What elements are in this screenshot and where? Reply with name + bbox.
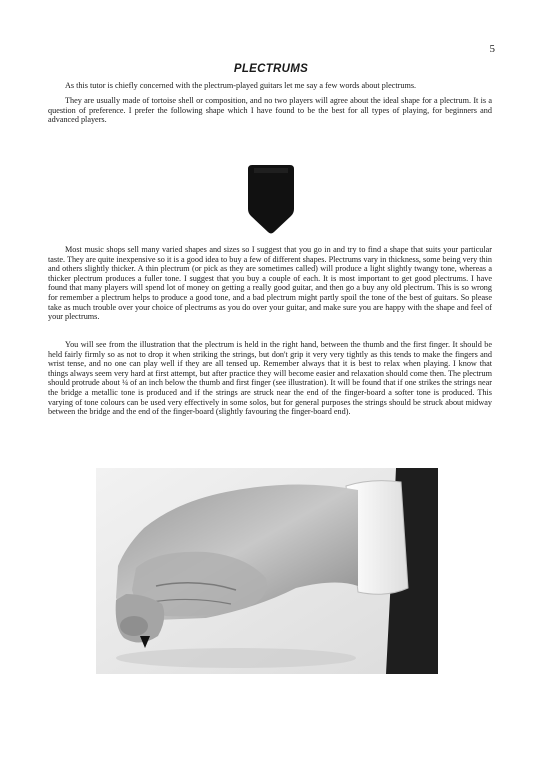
- plectrum-illustration: [246, 163, 296, 235]
- shops-paragraph: Most music shops sell many varied shapes and sizes so I suggest that you go in and try to find a shape that suits your particular taste. They are quite inexpensive so it is a good idea to buy a few of different shapes. Plectrums vary in thickness, some being very thin and others slightly thicker. A thin plectrum (or pick as they are sometimes called) will produce a light slightly twangy tone, whereas a thicker plectrum produces a fuller tone. I suggest that you buy a couple of each. It is most important to get good plectrums. I have found that many players will spend lot of money on getting a really good guitar, and then go a buy any old plectrum. This is so wrong for remember a plectrum helps to produce a good tone, and a bad plectrum might partly spoil the tone of the best of guitars. So please take as much trouble over your choice of plectrums as you do over your guitar, and make sure you are happy with the shape and feel of your plectrums.: [48, 245, 492, 322]
- page-number: 5: [489, 43, 495, 55]
- hand-holding-plectrum-photo: [96, 468, 438, 674]
- materials-paragraph: They are usually made of tortoise shell or composition, and no two players will agree about the ideal shape for a plectrum. It is a question of preference. I prefer the following shape which I have found to be the best for all types of playing, for beginners and advanced players.: [48, 96, 492, 125]
- intro-paragraph: As this tutor is chiefly concerned with the plectrum-played guitars let me say a few words about plectrums.: [65, 81, 417, 90]
- page-title: PLECTRUMS: [233, 63, 309, 75]
- holding-paragraph: You will see from the illustration that the plectrum is held in the right hand, between the thumb and the first finger. It should be held fairly firmly so as not to drop it when striking the strings, but don't grip it very very tightly as this tends to make the fingers and wrist tense, and no one can play well if they are all tensed up. Remember always that it is best to relax when playing. I know that things always seem very hard at first attempt, but after practice they will become easier and relaxation should come then. The plectrum should protrude about ¼ of an inch below the thumb and first finger (see illustration). It will be found that if one strikes the strings near the bridge a metallic tone is produced and if the strings are struck near the end of the finger-board a softer tone is produced. This varying of tone colours can be used very effectively in some solos, but for general purposes the strings should be struck about midway between the bridge and the end of the finger-board (slightly favouring the finger-board end).: [48, 340, 492, 417]
